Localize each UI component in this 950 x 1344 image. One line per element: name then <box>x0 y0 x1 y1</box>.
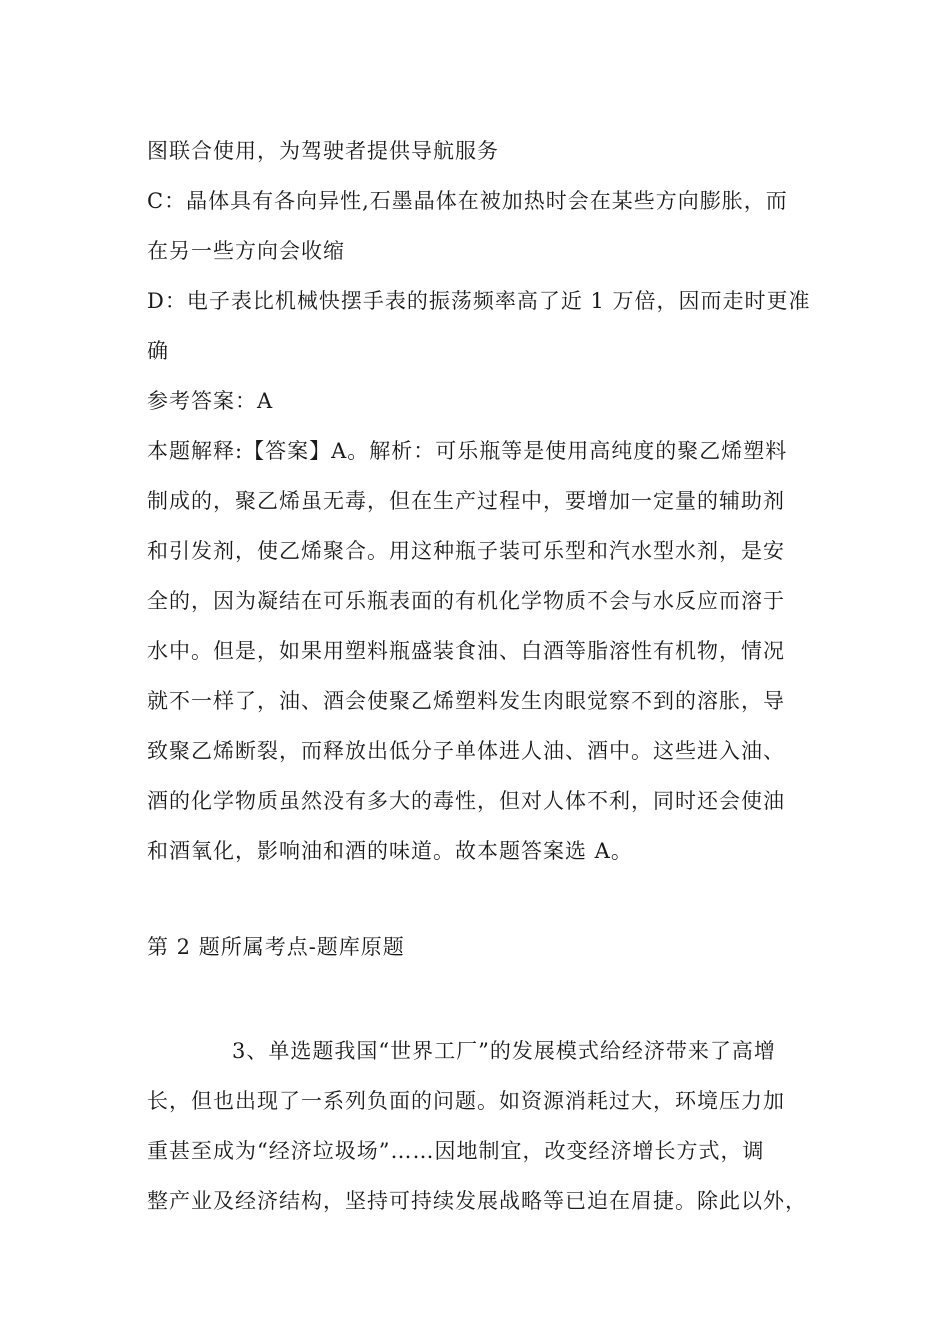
question-text-line: 长，但也出现了一系列负面的问题。如资源消耗过大，环境压力加 <box>147 1089 785 1113</box>
text-line: 在另一些方向会收缩 <box>147 239 345 263</box>
explanation-line: 酒的化学物质虽然没有多大的毒性，但对人体不利，同时还会使油 <box>147 789 785 813</box>
explanation-line: 就不一样了，油、酒会使聚乙烯塑料发生肉眼觉察不到的溶胀，导 <box>147 689 785 713</box>
explanation-line: 和酒氧化，影响油和酒的味道。故本题答案选 A。 <box>147 839 633 863</box>
explanation-line: 本题解释:【答案】A。解析：可乐瓶等是使用高纯度的聚乙烯塑料 <box>147 439 788 463</box>
text-line: 图联合使用，为驾驶者提供导航服务 <box>147 139 499 163</box>
option-d-line: D：电子表比机械快摆手表的振荡频率高了近 1 万倍，因而走时更准 <box>147 289 811 313</box>
question-text-line: 整产业及经济结构，坚持可持续发展战略等已迫在眉捷。除此以外， <box>147 1189 807 1213</box>
question-text-line: 3、单选题我国“世界工厂”的发展模式给经济带来了高增 <box>232 1039 776 1063</box>
reference-answer: 参考答案：A <box>147 389 274 413</box>
explanation-line: 全的，因为凝结在可乐瓶表面的有机化学物质不会与水反应而溶于 <box>147 589 785 613</box>
text-line: 确 <box>147 339 169 363</box>
explanation-line: 致聚乙烯断裂，而释放出低分子单体进人油、酒中。这些进入油、 <box>147 739 785 763</box>
explanation-line: 制成的，聚乙烯虽无毒，但在生产过程中，要增加一定量的辅助剂 <box>147 489 785 513</box>
explanation-line: 和引发剂，使乙烯聚合。用这种瓶子装可乐型和汽水型水剂，是安 <box>147 539 785 563</box>
question-category: 第 2 题所属考点-题库原题 <box>147 935 405 959</box>
explanation-line: 水中。但是，如果用塑料瓶盛装食油、白酒等脂溶性有机物，情况 <box>147 639 785 663</box>
option-c-line: C：晶体具有各向异性,石墨晶体在被加热时会在某些方向膨胀，而 <box>147 189 788 213</box>
question-text-line: 重甚至成为“经济垃圾场”……因地制宜，改变经济增长方式，调 <box>147 1139 765 1163</box>
